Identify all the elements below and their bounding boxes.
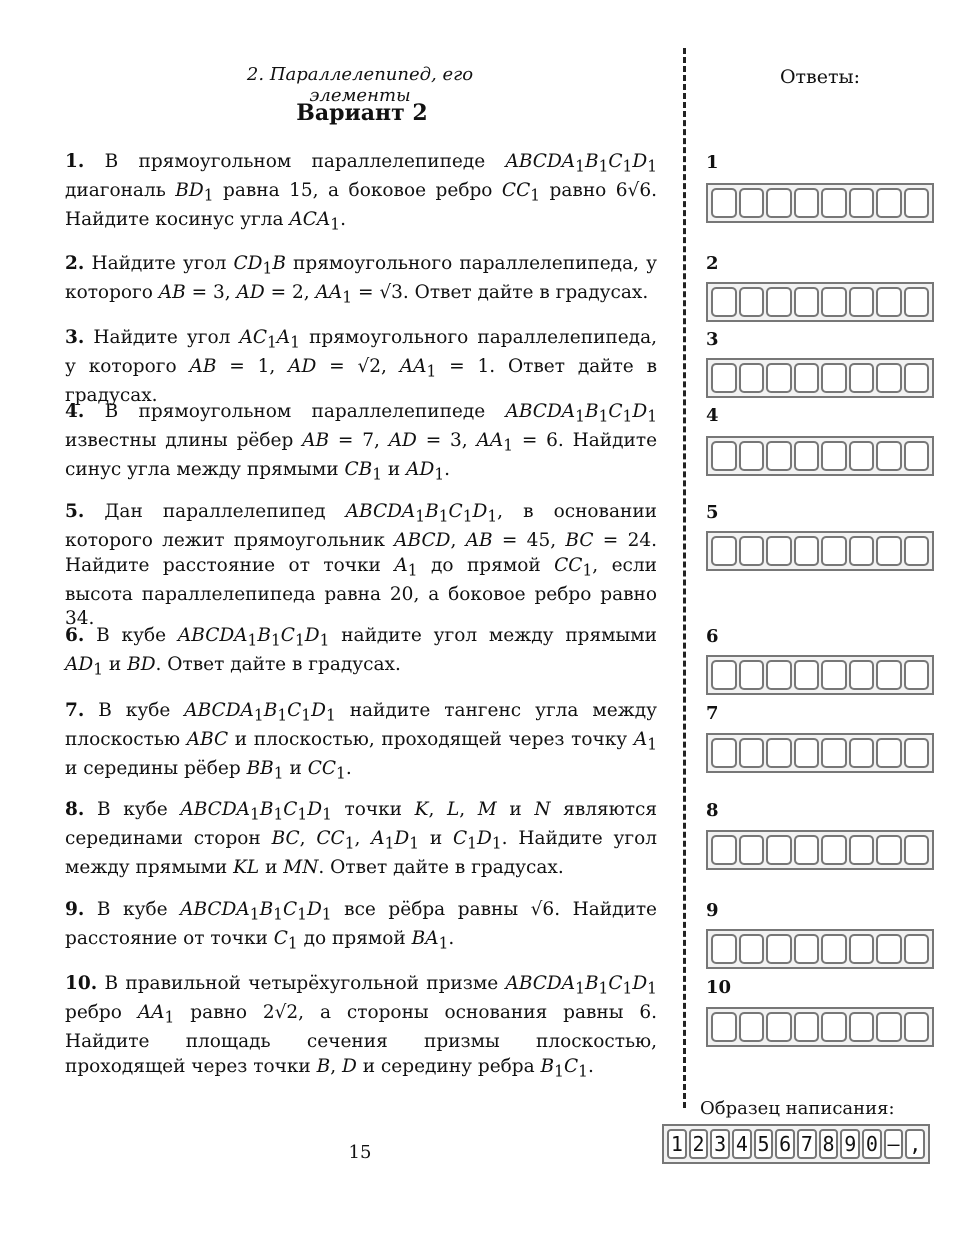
problem-1: [65, 150, 657, 238]
section-title: 2. Параллелепипед, его элементы: [246, 64, 474, 106]
answer-cell[interactable]: [849, 441, 875, 471]
answer-cell[interactable]: [766, 835, 792, 865]
answer-cell[interactable]: [821, 188, 847, 218]
answer-cell[interactable]: [821, 287, 847, 317]
problem-number: 4.: [65, 401, 85, 422]
answer-cell[interactable]: [766, 363, 792, 393]
answer-cell[interactable]: [821, 1012, 847, 1042]
answer-cell[interactable]: [766, 738, 792, 768]
answer-label-10: 10: [706, 977, 732, 998]
answer-label-7: 7: [706, 703, 719, 724]
answer-cell[interactable]: [794, 441, 820, 471]
answer-cell[interactable]: [739, 536, 765, 566]
answer-cell[interactable]: [766, 934, 792, 964]
answer-label-5: 5: [706, 502, 719, 523]
answer-cell[interactable]: [904, 934, 930, 964]
answer-field-4[interactable]: [706, 436, 934, 476]
answer-cell[interactable]: [876, 188, 902, 218]
answer-cell[interactable]: [821, 934, 847, 964]
answer-field-1[interactable]: [706, 183, 934, 223]
problem-text: В прямоугольном параллелепипеде $ABCDA_1B_1C_1D_1$ диагональ $BD_1$ равна 15, а боковое ребро $CC_1$ равно 6√6. Найдите косинус угла $ACA_1$.: [65, 151, 657, 235]
problem-4: [65, 400, 657, 488]
problem-text: Найдите угол $AC_1A_1$ прямоугольного параллелепипеда, у которого AB = 1, AD = √2, $AA_1 = 1$. Ответ дайте в градусах.: [65, 327, 658, 407]
problem-2: [65, 252, 657, 310]
answer-cell[interactable]: [876, 363, 902, 393]
problem-text: В правильной четырёхугольной призме $ABCDA_1B_1C_1D_1$ ребро $AA_1$ равно 2√2, а стороны основания равны 6. Найдите площадь сечения призмы плоскостью, проходящей через точки B, D и середину ребра $B_1C_1$.: [65, 973, 657, 1081]
answer-cell[interactable]: [766, 660, 792, 690]
problem-number: 8.: [65, 799, 85, 820]
problem-10: [65, 972, 657, 1084]
problem-number: 10.: [65, 973, 98, 994]
answer-cell[interactable]: [766, 1012, 792, 1042]
answer-cell[interactable]: [794, 1012, 820, 1042]
answer-cell[interactable]: [904, 363, 930, 393]
answer-cell[interactable]: [739, 363, 765, 393]
answer-cell[interactable]: [876, 934, 902, 964]
answer-cell[interactable]: [739, 738, 765, 768]
answer-cell[interactable]: [821, 835, 847, 865]
answer-label-6: 6: [706, 626, 719, 647]
problem-number: 6.: [65, 625, 85, 646]
answer-field-3[interactable]: [706, 358, 934, 398]
answer-cell[interactable]: [711, 188, 737, 218]
answer-cell[interactable]: [876, 441, 902, 471]
problem-text: В кубе $ABCDA_1B_1C_1D_1$ найдите тангенс угла между плоскостью ABC и плоскостью, проходящей через точку $A_1$ и середины рёбер $BB_1$ и $CC_1$.: [65, 700, 657, 784]
answer-cell[interactable]: [766, 536, 792, 566]
answer-cell[interactable]: [794, 363, 820, 393]
answer-label-8: 8: [706, 800, 719, 821]
problem-3: [65, 326, 657, 409]
column-divider: [683, 48, 686, 1108]
problem-9: [65, 898, 657, 956]
answer-cell[interactable]: [849, 188, 875, 218]
sample-char: 5: [754, 1129, 774, 1159]
answer-label-1: 1: [706, 152, 719, 173]
sample-char: 1: [667, 1129, 687, 1159]
sample-char: 8: [819, 1129, 839, 1159]
answer-cell[interactable]: [876, 287, 902, 317]
page-number: 15: [348, 1142, 372, 1163]
answer-cell[interactable]: [711, 1012, 737, 1042]
answer-cell[interactable]: [794, 738, 820, 768]
answer-cell[interactable]: [739, 835, 765, 865]
answer-cell[interactable]: [849, 738, 875, 768]
answer-label-9: 9: [706, 900, 719, 921]
answer-cell[interactable]: [794, 660, 820, 690]
answer-cell[interactable]: [876, 1012, 902, 1042]
problem-text: В кубе $ABCDA_1B_1C_1D_1$ все рёбра равны √6. Найдите расстояние от точки $C_1$ до прямой $BA_1$.: [65, 899, 658, 953]
answer-cell[interactable]: [904, 287, 930, 317]
answer-cell[interactable]: [904, 1012, 930, 1042]
answer-cell[interactable]: [711, 835, 737, 865]
answer-label-4: 4: [706, 405, 719, 426]
answer-cell[interactable]: [739, 660, 765, 690]
answers-title: Ответы:: [779, 66, 861, 88]
answer-field-6[interactable]: [706, 655, 934, 695]
answer-cell[interactable]: [876, 660, 902, 690]
answer-cell[interactable]: [821, 660, 847, 690]
problem-number: 1.: [65, 151, 85, 172]
answer-cell[interactable]: [821, 441, 847, 471]
answer-cell[interactable]: [904, 660, 930, 690]
answer-cell[interactable]: [904, 441, 930, 471]
answer-label-2: 2: [706, 253, 719, 274]
sample-char: 2: [689, 1129, 709, 1159]
problem-8: [65, 798, 657, 881]
sample-char: 3: [710, 1129, 730, 1159]
problem-number: 2.: [65, 253, 85, 274]
problem-text: Найдите угол $CD_1B$ прямоугольного параллелепипеда, у которого AB = 3, AD = 2, $AA_1 = √3$. Ответ дайте в градусах.: [65, 253, 657, 307]
answer-cell[interactable]: [876, 835, 902, 865]
problem-number: 3.: [65, 327, 85, 348]
answer-cell[interactable]: [904, 536, 930, 566]
answer-cell[interactable]: [739, 1012, 765, 1042]
answer-field-8[interactable]: [706, 830, 934, 870]
answer-cell[interactable]: [876, 536, 902, 566]
answer-cell[interactable]: [904, 835, 930, 865]
problem-text: В кубе $ABCDA_1B_1C_1D_1$ найдите угол между прямыми $AD_1$ и BD. Ответ дайте в градусах.: [65, 625, 657, 679]
sample-char: –: [884, 1129, 904, 1159]
sample-char: 6: [775, 1129, 795, 1159]
answer-cell[interactable]: [794, 188, 820, 218]
sample-char: 4: [732, 1129, 752, 1159]
answer-cell[interactable]: [821, 738, 847, 768]
problem-text: В кубе $ABCDA_1B_1C_1D_1$ точки K, L, M и N являются серединами сторон BC, $CC_1$, $A_1D_1$ и $C_1D_1$. Найдите угол между прямыми KL и MN. Ответ дайте в градусах.: [65, 799, 658, 879]
problem-number: 5.: [65, 501, 85, 522]
answer-cell[interactable]: [904, 738, 930, 768]
answer-cell[interactable]: [711, 287, 737, 317]
answer-cell[interactable]: [711, 660, 737, 690]
answer-cell[interactable]: [849, 934, 875, 964]
answer-cell[interactable]: [739, 934, 765, 964]
answer-cell[interactable]: [711, 363, 737, 393]
answer-cell[interactable]: [711, 934, 737, 964]
answer-cell[interactable]: [849, 660, 875, 690]
answer-cell[interactable]: [794, 835, 820, 865]
answer-cell[interactable]: [821, 363, 847, 393]
answer-cell[interactable]: [876, 738, 902, 768]
sample-char: 9: [840, 1129, 860, 1159]
answer-cell[interactable]: [794, 536, 820, 566]
problem-number: 9.: [65, 899, 85, 920]
answer-cell[interactable]: [794, 934, 820, 964]
answer-field-2[interactable]: [706, 282, 934, 322]
answer-field-10[interactable]: [706, 1007, 934, 1047]
answer-field-5[interactable]: [706, 531, 934, 571]
answer-cell[interactable]: [849, 363, 875, 393]
answer-cell[interactable]: [849, 536, 875, 566]
problem-7: [65, 699, 657, 787]
problem-text: Дан параллелепипед $ABCDA_1B_1C_1D_1$, в основании которого лежит прямоугольник ABCD, AB = 45, BC = 24. Найдите расстояние от точки $A_1$ до прямой $CC_1$, если высота параллелепипеда равна 20, а боковое ребро равно 34.: [65, 501, 657, 630]
variant-title: Вариант 2: [296, 100, 428, 126]
answer-cell[interactable]: [849, 1012, 875, 1042]
sample-char: 0: [862, 1129, 882, 1159]
answer-cell[interactable]: [821, 536, 847, 566]
sample-row: [662, 1124, 930, 1164]
problem-text: В прямоугольном параллелепипеде $ABCDA_1B_1C_1D_1$ известны длины рёбер AB = 7, AD = 3, $AA_1 = 6$. Найдите синус угла между прямыми $CB_1$ и $AD_1$.: [65, 401, 658, 485]
answer-cell[interactable]: [739, 188, 765, 218]
problem-number: 7.: [65, 700, 85, 721]
answer-cell[interactable]: [739, 287, 765, 317]
answer-cell[interactable]: [711, 536, 737, 566]
answer-cell[interactable]: [849, 287, 875, 317]
answer-cell[interactable]: [766, 188, 792, 218]
answer-label-3: 3: [706, 329, 719, 350]
answer-cell[interactable]: [711, 738, 737, 768]
answer-cell[interactable]: [794, 287, 820, 317]
sample-char: ,: [905, 1129, 925, 1159]
sample-char: 7: [797, 1129, 817, 1159]
answer-cell[interactable]: [739, 441, 765, 471]
answer-field-9[interactable]: [706, 929, 934, 969]
sample-label: Образец написания:: [700, 1098, 895, 1119]
answer-cell[interactable]: [766, 441, 792, 471]
problem-5: [65, 500, 657, 632]
problem-6: [65, 624, 657, 682]
answer-cell[interactable]: [904, 188, 930, 218]
answer-cell[interactable]: [711, 441, 737, 471]
answer-cell[interactable]: [849, 835, 875, 865]
answer-cell[interactable]: [766, 287, 792, 317]
answer-field-7[interactable]: [706, 733, 934, 773]
